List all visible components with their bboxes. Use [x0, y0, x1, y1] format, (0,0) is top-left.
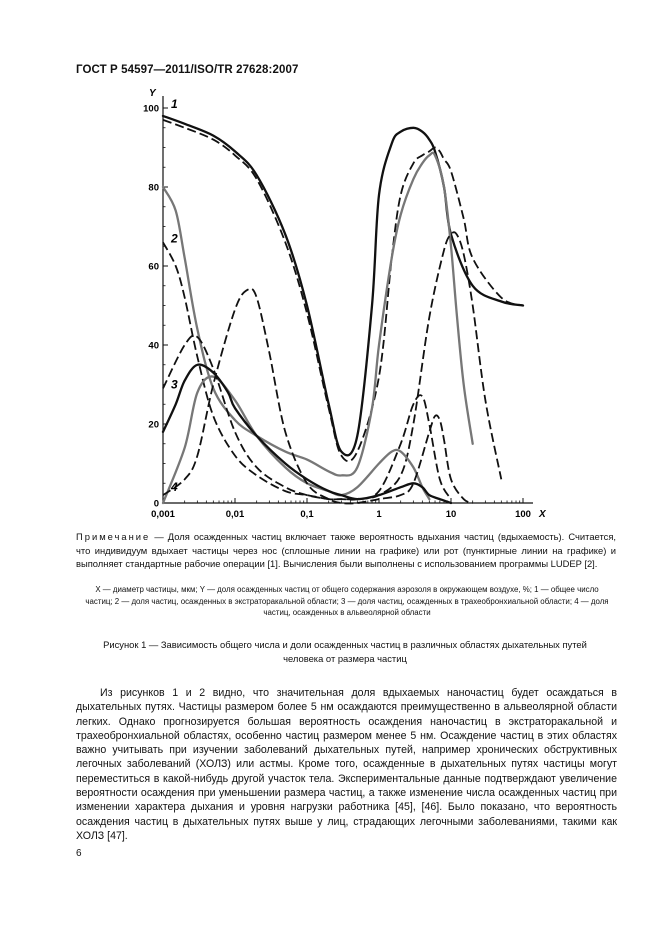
series-number-label: 2 — [170, 231, 178, 246]
y-tick-label: 0 — [153, 498, 159, 510]
chart-series — [163, 116, 523, 504]
figure-caption: Рисунок 1 — Зависимость общего числа и доли осажденных частиц в различных областях дыхательных путей человека от размера частиц — [103, 639, 587, 664]
y-tick-label: 60 — [148, 261, 159, 273]
series-line-1-dashed — [163, 120, 523, 461]
series-number-label: 4 — [170, 480, 178, 495]
series-line-2-dashed — [163, 232, 501, 499]
y-axis-label: Y — [149, 88, 156, 99]
figure-legend: X — диаметр частицы, мкм; Y — доля осажденных частиц от общего содержания аэрозоля в окружающем воздухе, %; 1 — общее число частиц; 2 — доля частиц, осажденных в экстраторакальной области; 3 — доля частиц, осажденных в трахеобронхиальной области; 4 — доля частиц, осажденных в альвеолярной области — [85, 585, 609, 617]
x-tick-label: 0,1 — [300, 509, 314, 520]
x-tick-label: 10 — [445, 509, 457, 520]
series-line-4-dashed — [163, 289, 473, 504]
body-paragraph: Из рисунков 1 и 2 видно, что значительная доля вдыхаемых наночастиц будет осаждаться в дыхательных путях. Частицы размером более 5 нм осаждаются преимущественно в альвеолярной области легких. Однако прогнозируется большая вероятность осаждения наночастиц в экстраторакальной и трахеобронхиальной областях, особенно частиц размером менее 5 нм. Осаждение частиц в этих областях важно учитывать при изучении заболеваний дыхательных путей, например хронических обструктивных легочных заболеваний (ХОЛЗ) или астмы. Кроме того, осажденные в дыхательных путях частицы могут переместиться в какой-нибудь другой участок тела. Экспериментальные данные подтверждают увеличение вероятности осаждения при уменьшении размера частиц, а также изменение числа осажденных частиц при изменении характера дыхания и уровня нагрузки работника [45], [46]. Было показано, что вероятность осаждения частиц в дыхательных путях выше у лиц, страдающих легочными заболеваниями, такими как ХОЛЗ [47]. — [76, 687, 617, 842]
series-line-2-solid — [163, 153, 473, 476]
y-tick-label: 40 — [148, 340, 159, 352]
x-tick-label: 0,001 — [151, 509, 175, 520]
x-axis-label: X — [539, 509, 546, 520]
note-label: Примечание — [76, 531, 151, 542]
series-line-3-solid — [163, 376, 429, 503]
y-tick-label: 100 — [143, 103, 159, 115]
page-number: 6 — [76, 848, 82, 859]
y-tick-label: 20 — [148, 419, 159, 431]
note-text: — Доля осажденных частиц включает также вероятность вдыхания частиц (вдыхаемость). Считается, что индивидуум вдыхает частицы через нос (сплошные линии на графике) или рот (пунктирные линии на графике) и выполняет стандартные рабочие операции [1]. Вычисления были выполнены с использованием программы LUDEP [2]. — [76, 531, 616, 570]
series-number-label: 3 — [170, 377, 178, 392]
y-tick-label: 80 — [148, 182, 159, 194]
x-tick-label: 1 — [376, 509, 382, 520]
chart-labels — [170, 97, 178, 494]
series-number-label: 1 — [170, 97, 178, 112]
x-tick-label: 100 — [515, 509, 531, 520]
x-tick-label: 0,01 — [225, 509, 245, 520]
document-header: ГОСТ Р 54597—2011/ISO/TR 27628:2007 — [76, 64, 299, 76]
figure-note — [76, 530, 616, 571]
